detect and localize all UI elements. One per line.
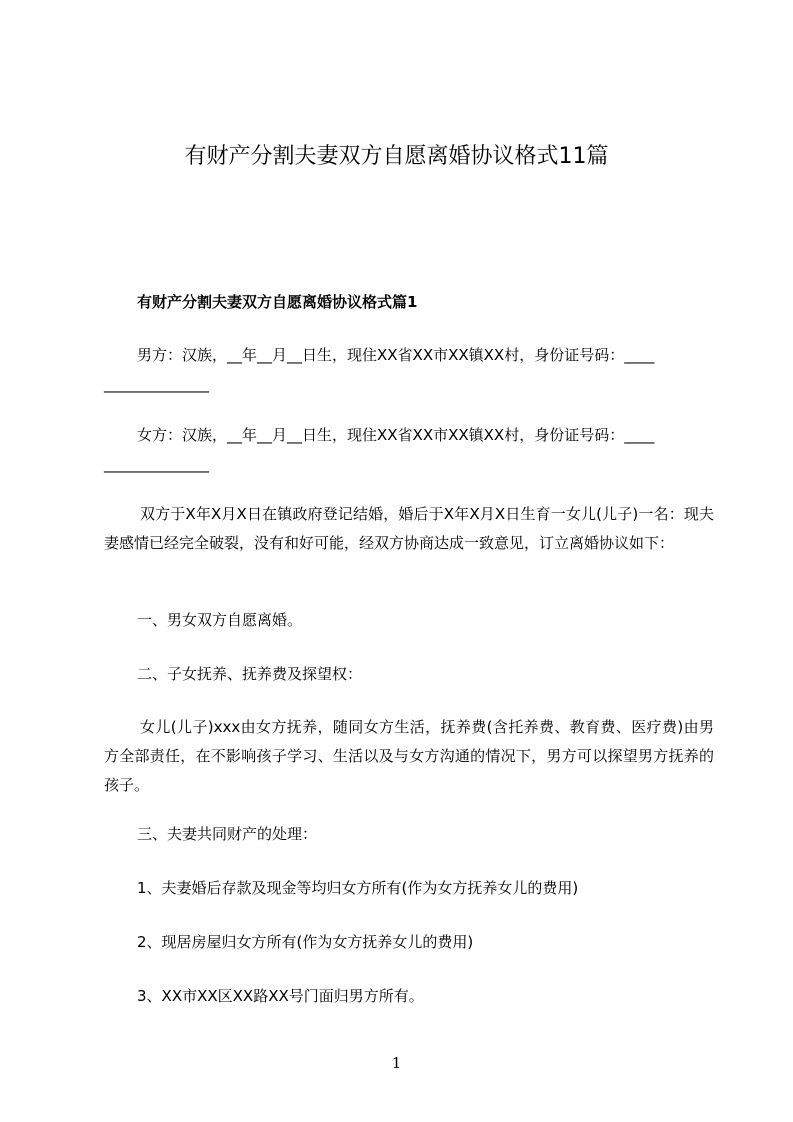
- property-item-3: 3、XX市XX区XX路XX号门面归男方所有。: [137, 987, 424, 1005]
- wife-info-line: 女方：汉族，__年__月__日生，现住XX省XX市XX镇XX村，身份证号码：____: [137, 426, 655, 444]
- husband-info-line: 男方：汉族，__年__月__日生，现住XX省XX市XX镇XX村，身份证号码：____: [137, 346, 655, 364]
- property-item-1: 1、夫妻婚后存款及现金等均归女方所有(作为女方抚养女儿的费用): [137, 879, 579, 897]
- clause-2: 二、子女抚养、抚养费及探望权：: [137, 665, 363, 683]
- custody-paragraph: 女儿(儿子)xxx由女方抚养，随同女方生活，抚养费(含托养费、教育费、医疗费)由男方全部责任，在不影响孩子学习、生活以及与女方沟通的情况下，男方可以探望男方抚养的孩子。: [104, 718, 714, 794]
- section-heading: 有财产分割夫妻双方自愿离婚协议格式篇1: [137, 293, 418, 311]
- wife-id-blank: ______________: [104, 455, 209, 473]
- clause-3: 三、夫妻共同财产的处理：: [137, 825, 318, 843]
- document-title: 有财产分割夫妻双方自愿离婚协议格式11篇: [184, 144, 609, 169]
- page-number: 1: [391, 1054, 402, 1072]
- property-item-2: 2、现居房屋归女方所有(作为女方抚养女儿的费用): [137, 933, 474, 951]
- intro-paragraph: 双方于X年X月X日在镇政府登记结婚，婚后于X年X月X日生育一女儿(儿子)一名：现夫妻感情已经完全破裂，没有和好可能，经双方协商达成一致意见，订立离婚协议如下：: [104, 505, 714, 552]
- husband-id-blank: ______________: [104, 375, 209, 393]
- clause-1: 一、男女双方自愿离婚。: [137, 611, 303, 629]
